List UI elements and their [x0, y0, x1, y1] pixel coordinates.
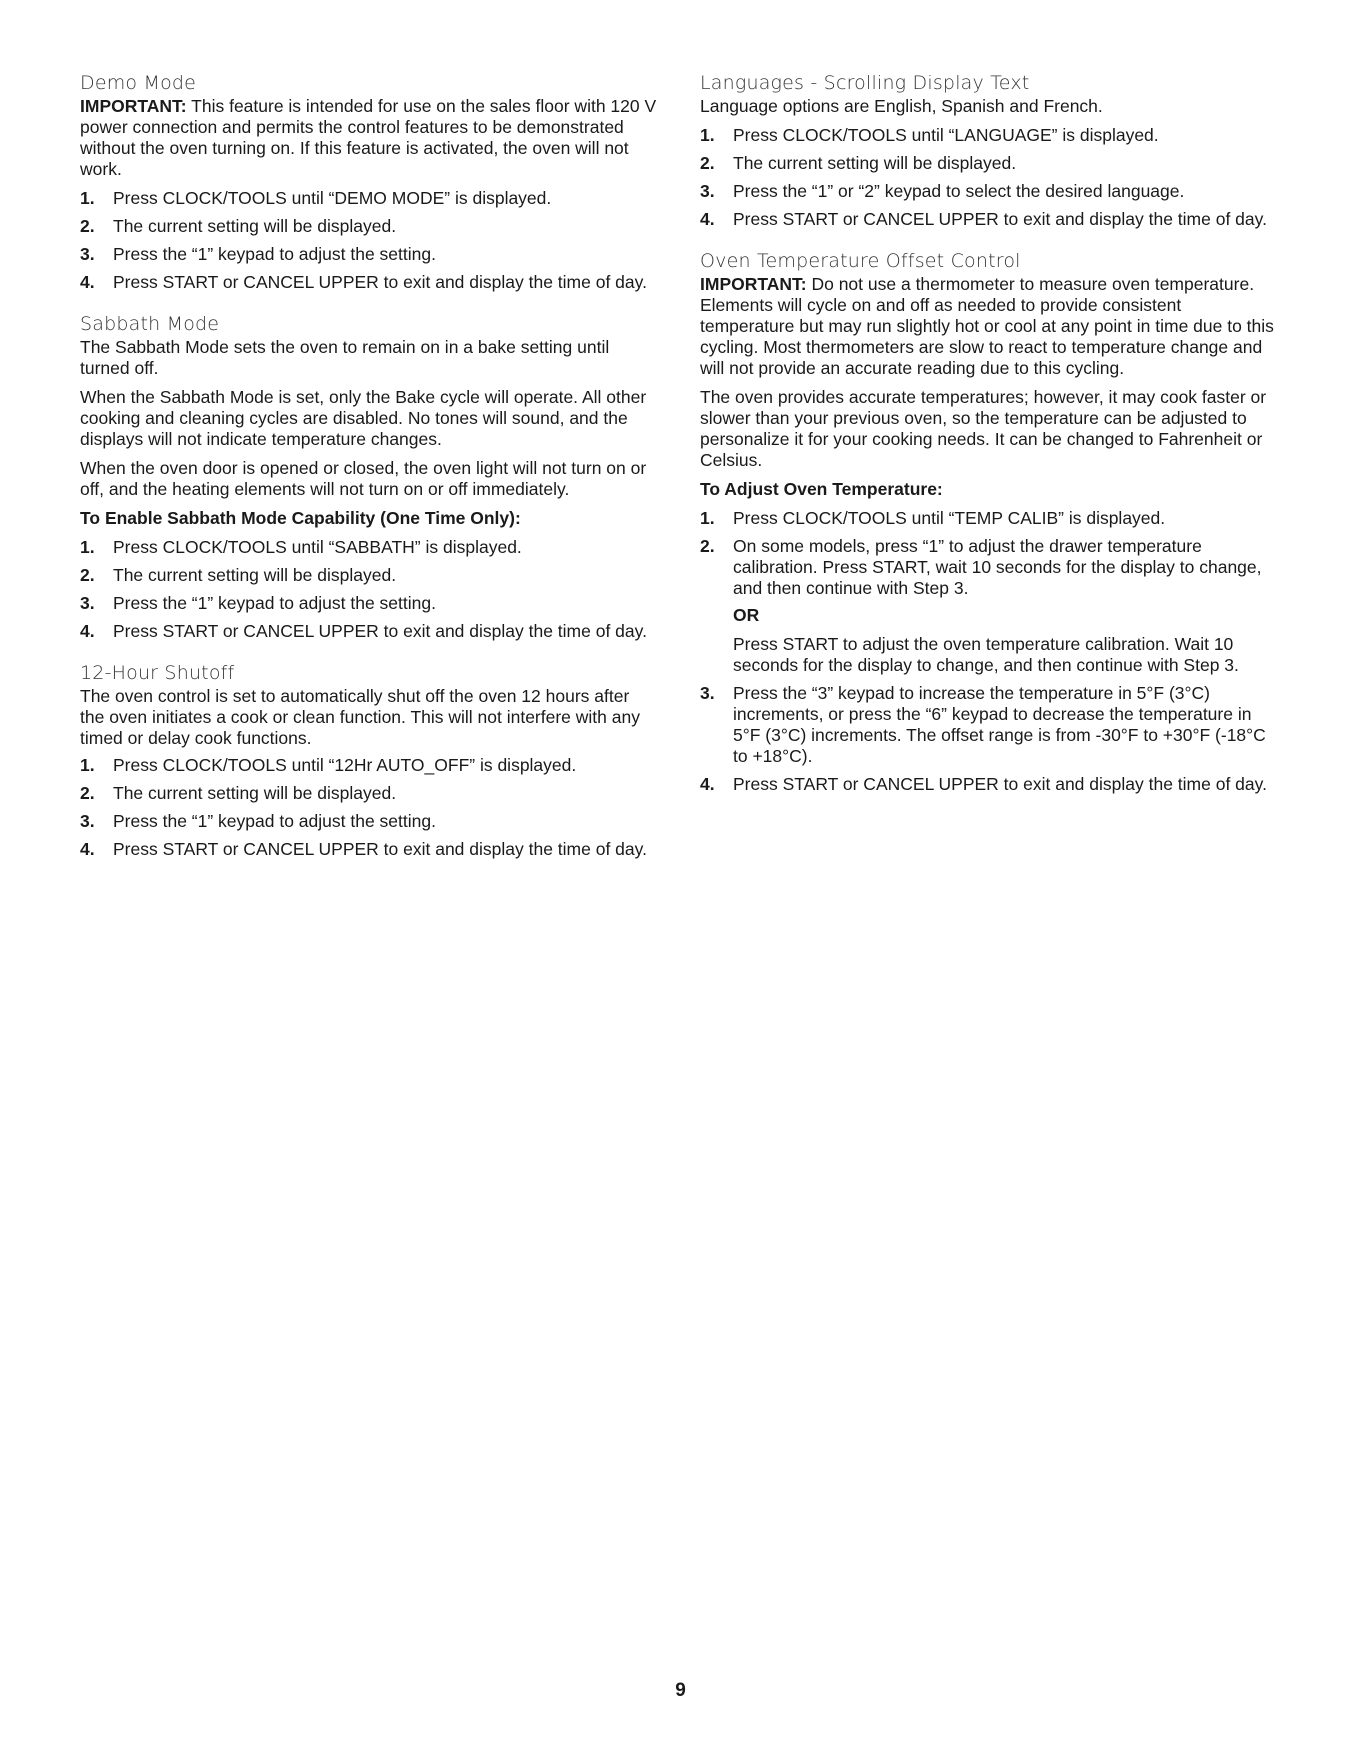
list-item [80, 188, 658, 209]
step-number: 2. [700, 153, 715, 173]
step-alternative-text: Press START to adjust the oven temperature calibration. Wait 10 seconds for the display to change, and then continue with Step 3. [733, 634, 1239, 675]
sabbath-paragraph-1: The Sabbath Mode sets the oven to remain on in a bake setting until turned off. [80, 337, 610, 378]
list-item [700, 683, 1280, 767]
languages-section [700, 72, 1280, 230]
step-text: The current setting will be displayed. [113, 216, 397, 236]
important-text: This feature is intended for use on the sales floor with 120 V power connection and permits the control features to be demonstrated without the oven turning on. If this feature is activated, the oven will not work. [80, 96, 657, 179]
list-item [80, 593, 658, 614]
list-item [80, 811, 658, 832]
step-number: 4. [700, 209, 715, 229]
languages-paragraph: Language options are English, Spanish and French. [700, 96, 1103, 116]
step-text: Press START or CANCEL UPPER to exit and display the time of day. [113, 839, 647, 859]
offset-steps [700, 508, 1280, 795]
step-text: Press the “1” keypad to adjust the setting. [113, 811, 436, 831]
or-label: OR [733, 605, 760, 625]
left-column [80, 72, 658, 876]
step-text: Press START or CANCEL UPPER to exit and display the time of day. [733, 774, 1267, 794]
step-number: 3. [700, 181, 715, 201]
list-item [80, 216, 658, 237]
step-number: 1. [700, 508, 715, 528]
offset-paragraph-2: The oven provides accurate temperatures; however, it may cook faster or slower than your previous oven, so the temperature can be adjusted to personalize it for your cooking needs. It can be changed to Fahrenheit or Celsius. [700, 387, 1267, 470]
offset-important-note [700, 274, 1280, 379]
list-item [80, 621, 658, 642]
sabbath-paragraph-2: When the Sabbath Mode is set, only the Bake cycle will operate. All other cooking and cleaning cycles are disabled. No tones will sound, and the displays will not indicate temperature changes. [80, 387, 647, 449]
demo-mode-heading: Demo Mode [80, 72, 197, 94]
step-number: 3. [80, 811, 95, 831]
page-number: 9 [675, 1680, 686, 1701]
step-text: The current setting will be displayed. [113, 565, 397, 585]
sabbath-subheading: To Enable Sabbath Mode Capability (One Time Only): [80, 508, 521, 528]
offset-heading: Oven Temperature Offset Control [700, 250, 1021, 272]
step-number: 2. [80, 783, 95, 803]
step-text: Press the “1” or “2” keypad to select the desired language. [733, 181, 1185, 201]
step-number: 4. [80, 621, 95, 641]
step-text: Press START or CANCEL UPPER to exit and display the time of day. [113, 621, 647, 641]
step-number: 1. [80, 755, 95, 775]
sabbath-steps [80, 537, 658, 642]
list-item [80, 272, 658, 293]
step-text: Press CLOCK/TOOLS until “DEMO MODE” is displayed. [113, 188, 552, 208]
step-number: 2. [80, 216, 95, 236]
languages-steps [700, 125, 1280, 230]
sabbath-mode-heading: Sabbath Mode [80, 313, 220, 335]
step-text: Press the “1” keypad to adjust the setting. [113, 244, 436, 264]
list-item [80, 537, 658, 558]
step-number: 4. [700, 774, 715, 794]
demo-steps [80, 188, 658, 293]
demo-important-note [80, 96, 658, 180]
step-text: Press CLOCK/TOOLS until “SABBATH” is displayed. [113, 537, 522, 557]
shutoff-section [80, 662, 658, 860]
step-number: 3. [80, 593, 95, 613]
offset-subheading: To Adjust Oven Temperature: [700, 479, 943, 499]
sabbath-mode-section [80, 313, 658, 642]
step-number: 2. [80, 565, 95, 585]
list-item [700, 153, 1280, 174]
shutoff-heading: 12-Hour Shutoff [80, 662, 235, 684]
step-number: 4. [80, 272, 95, 292]
right-column [700, 72, 1280, 811]
step-number: 1. [700, 125, 715, 145]
sabbath-paragraph-3: When the oven door is opened or closed, the oven light will not turn on or off, and the heating elements will not turn on or off immediately. [80, 458, 647, 499]
list-item [700, 125, 1280, 146]
step-text: Press CLOCK/TOOLS until “TEMP CALIB” is displayed. [733, 508, 1166, 528]
shutoff-paragraph: The oven control is set to automatically shut off the oven 12 hours after the oven initiates a cook or clean function. This will not interfere with any timed or delay cook functions. [80, 686, 640, 748]
step-number: 1. [80, 537, 95, 557]
step-text: Press CLOCK/TOOLS until “12Hr AUTO_OFF” is displayed. [113, 755, 577, 775]
step-text: Press the “1” keypad to adjust the setting. [113, 593, 436, 613]
languages-heading: Languages - Scrolling Display Text [700, 72, 1030, 94]
step-number: 3. [700, 683, 715, 703]
list-item [80, 565, 658, 586]
list-item [80, 783, 658, 804]
offset-section [700, 250, 1280, 795]
list-item [700, 209, 1280, 230]
step-number: 1. [80, 188, 95, 208]
step-number: 4. [80, 839, 95, 859]
shutoff-steps [80, 755, 658, 860]
step-text: On some models, press “1” to adjust the drawer temperature calibration. Press START, wait 10 seconds for the display to change, and then continue with Step 3. [733, 536, 1262, 598]
step-text: Press CLOCK/TOOLS until “LANGUAGE” is displayed. [733, 125, 1159, 145]
demo-mode-section [80, 72, 658, 293]
list-item [80, 755, 658, 776]
step-text: The current setting will be displayed. [113, 783, 397, 803]
list-item [700, 774, 1280, 795]
step-text: Press START or CANCEL UPPER to exit and display the time of day. [113, 272, 647, 292]
step-text: The current setting will be displayed. [733, 153, 1017, 173]
step-text: Press the “3” keypad to increase the temperature in 5°F (3°C) increments, or press the “6” keypad to decrease the temperature in 5°F (3°C) increments. The offset range is from -30°F to +30°F (-18°C to +18°C). [733, 683, 1266, 766]
important-text: Do not use a thermometer to measure oven temperature. Elements will cycle on and off as needed to provide consistent temperature but may run slightly hot or cool at any point in time due to this cycling. Most thermometers are slow to react to temperature change and will not provide an accurate reading due to this cycling. [700, 274, 1274, 378]
list-item [80, 244, 658, 265]
list-item [700, 181, 1280, 202]
step-number: 2. [700, 536, 715, 556]
step-text: Press START or CANCEL UPPER to exit and display the time of day. [733, 209, 1267, 229]
step-number: 3. [80, 244, 95, 264]
list-item [80, 839, 658, 860]
list-item [700, 536, 1280, 676]
important-label: IMPORTANT: [700, 274, 807, 294]
list-item [700, 508, 1280, 529]
important-label: IMPORTANT: [80, 96, 187, 116]
